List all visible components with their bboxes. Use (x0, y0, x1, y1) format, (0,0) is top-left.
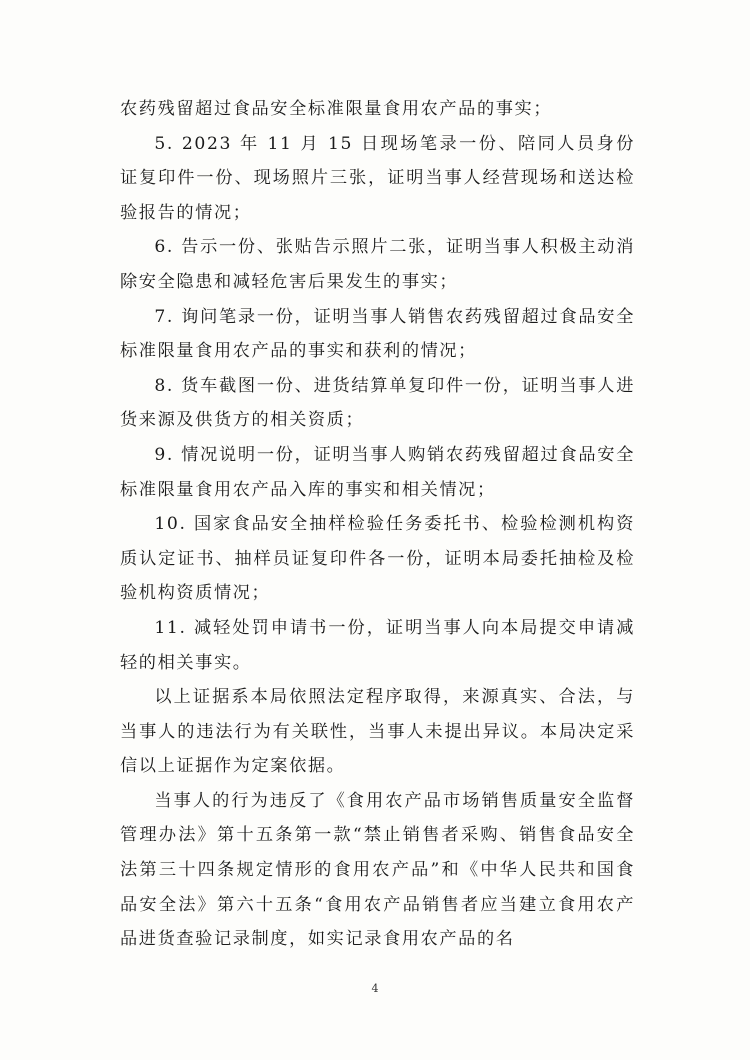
paragraph-evidence-10: 10. 国家食品安全抽样检验任务委托书、检验检测机构资质认定证书、抽样员证复印件各一份，证明本局委托抽检及检验机构资质情况； (120, 514, 635, 604)
paragraph-evidence-conclusion: 以上证据系本局依照法定程序取得，来源真实、合法，与当事人的违法行为有关联性，当事人未提出异议。本局决定采信以上证据作为定案依据。 (120, 687, 635, 777)
page-number: 4 (371, 982, 379, 995)
paragraph-evidence-11: 11. 减轻处罚申请书一份，证明当事人向本局提交申请减轻的相关事实。 (120, 617, 635, 673)
paragraph-evidence-9: 9. 情况说明一份，证明当事人购销农药残留超过食品安全标准限量食用农产品入库的事实和相关情况； (120, 444, 635, 500)
paragraph-continued: 农药残留超过食品安全标准限量食用农产品的事实； (120, 99, 553, 119)
paragraph-evidence-7: 7. 询问笔录一份，证明当事人销售农药残留超过食品安全标准限量食用农产品的事实和获利的情况； (120, 306, 635, 362)
paragraph-violation: 当事人的行为违反了《食用农产品市场销售质量安全监督管理办法》第十五条第一款“禁止销售者采购、销售食品安全法第三十四条规定情形的食用农产品”和《中华人民共和国食品安全法》第六十五条“食用农产品销售者应当建立食用农产品进货查验记录制度，如实记录食用农产品的名 (120, 790, 635, 950)
document-body (120, 92, 635, 957)
paragraph-evidence-8: 8. 货车截图一份、进货结算单复印件一份，证明当事人进货来源及供货方的相关资质； (120, 375, 635, 431)
paragraph-evidence-5: 5. 2023 年 11 月 15 日现场笔录一份、陪同人员身份证复印件一份、现场照片三张，证明当事人经营现场和送达检验报告的情况； (120, 133, 635, 223)
paragraph-evidence-6: 6. 告示一份、张贴告示照片二张，证明当事人积极主动消除安全隐患和减轻危害后果发生的事实； (120, 237, 635, 292)
